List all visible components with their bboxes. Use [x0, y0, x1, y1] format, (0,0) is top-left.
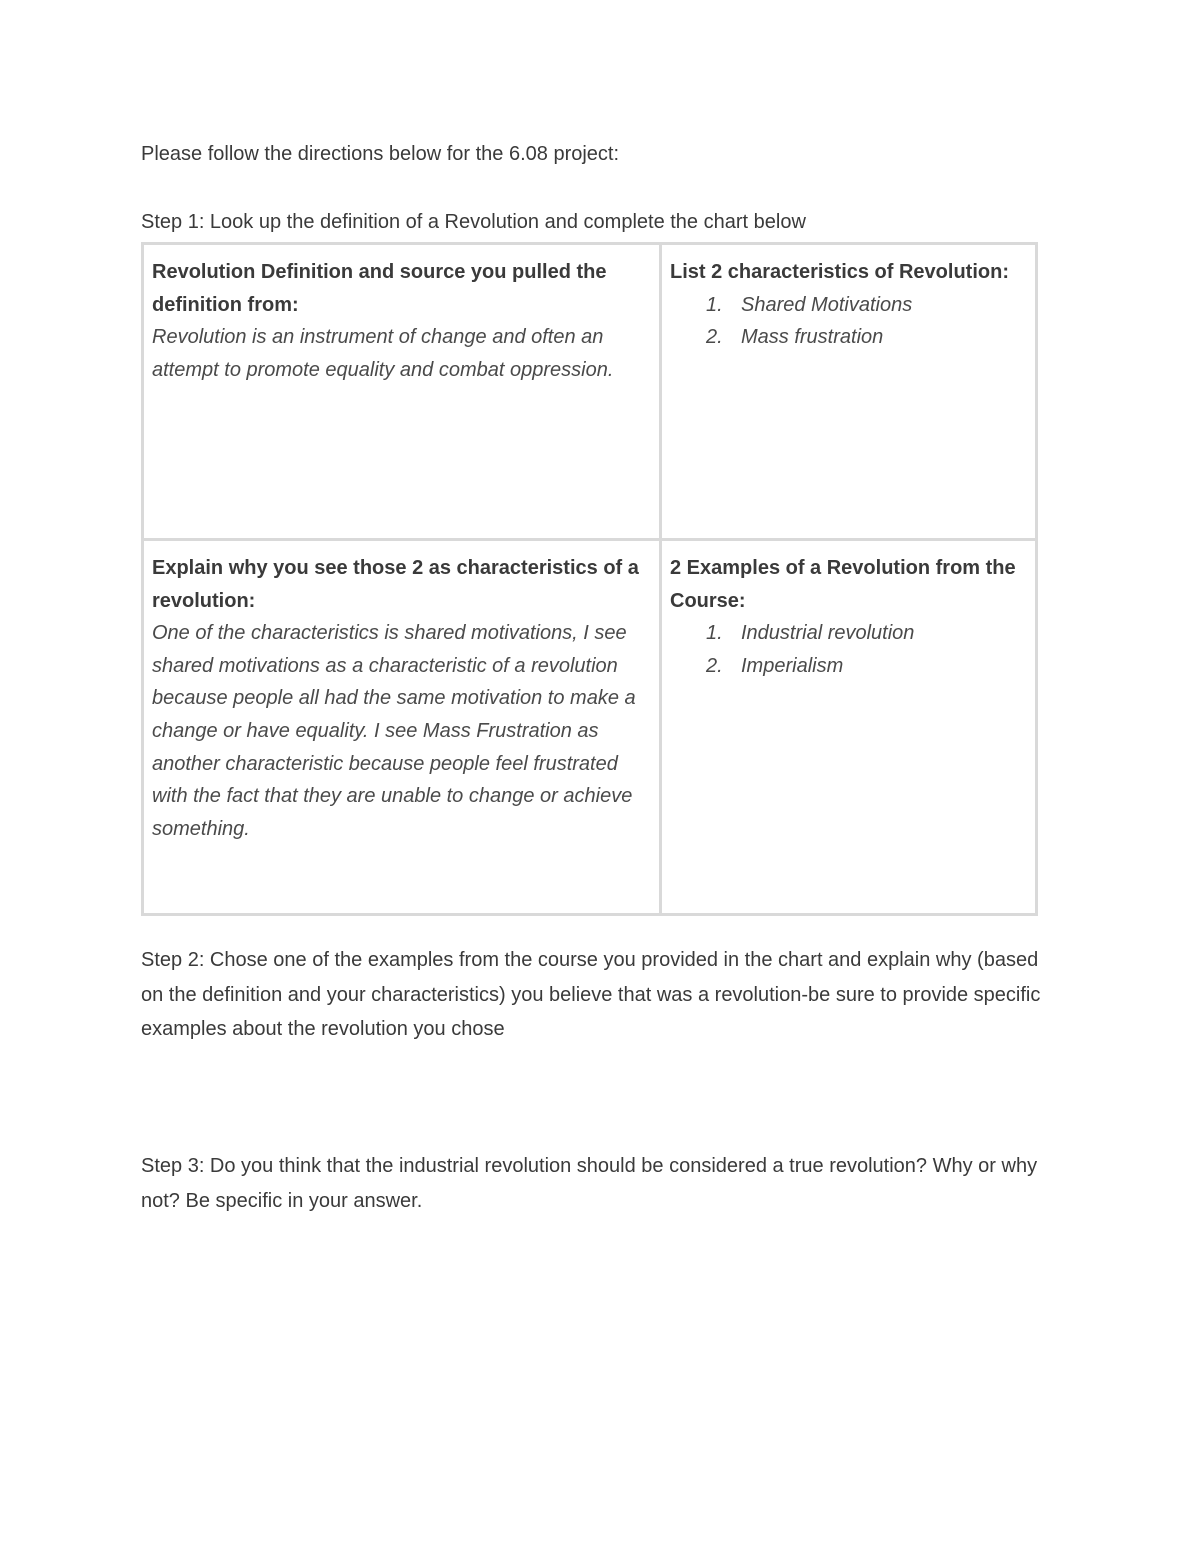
- list-number: 2.: [706, 654, 723, 677]
- intro-text: Please follow the directions below for the 6.08 project:: [141, 143, 620, 165]
- step-1-instructions: Step 1: Look up the definition of a Revolution and complete the chart below: [141, 211, 806, 233]
- list-item: [670, 321, 1027, 354]
- chart-row: [143, 244, 1037, 540]
- list-item-text: Mass frustration: [741, 326, 884, 349]
- list-item-text: Imperialism: [741, 654, 844, 677]
- examples-heading: 2 Examples of a Revolution from the Course:: [670, 557, 1016, 612]
- definition-answer: Revolution is an instrument of change and often an attempt to promote equality and combat oppression.: [152, 326, 614, 381]
- definition-cell: [143, 244, 661, 540]
- list-item-text: Shared Motivations: [741, 293, 913, 316]
- explanation-heading: Explain why you see those 2 as characteristics of a revolution:: [152, 557, 639, 612]
- list-item-text: Industrial revolution: [741, 622, 915, 645]
- explanation-cell: [143, 540, 661, 915]
- examples-cell: [661, 540, 1037, 915]
- revolution-chart: [141, 242, 1038, 916]
- list-item: [670, 650, 1027, 683]
- explanation-answer: One of the characteristics is shared motivations, I see shared motivations as a characteristic of a revolution because people all had the same motivation to make a change or have equality. I see Mass Frustration as another characteristic because people feel frustrated with the fact that they are unable to change or achieve something.: [152, 622, 636, 840]
- list-number: 2.: [706, 326, 723, 349]
- definition-heading: Revolution Definition and source you pulled the definition from:: [152, 261, 607, 316]
- list-number: 1.: [706, 293, 723, 316]
- characteristics-heading: List 2 characteristics of Revolution:: [670, 261, 1009, 283]
- step-3-instructions: Step 3: Do you think that the industrial revolution should be considered a true revolution? Why or why not? Be specific in your answer.: [141, 1155, 1038, 1212]
- list-item: [670, 289, 1027, 322]
- examples-list: [670, 617, 1027, 682]
- characteristics-list: [670, 289, 1027, 354]
- characteristics-cell: [661, 244, 1037, 540]
- chart-row: [143, 540, 1037, 915]
- list-item: [670, 617, 1027, 650]
- list-number: 1.: [706, 622, 723, 645]
- step-2-instructions: Step 2: Chose one of the examples from the course you provided in the chart and explain why (based on the definition and your characteristics) you believe that was a revolution-be sure to provide specific examples about the revolution you chose: [141, 949, 1041, 1040]
